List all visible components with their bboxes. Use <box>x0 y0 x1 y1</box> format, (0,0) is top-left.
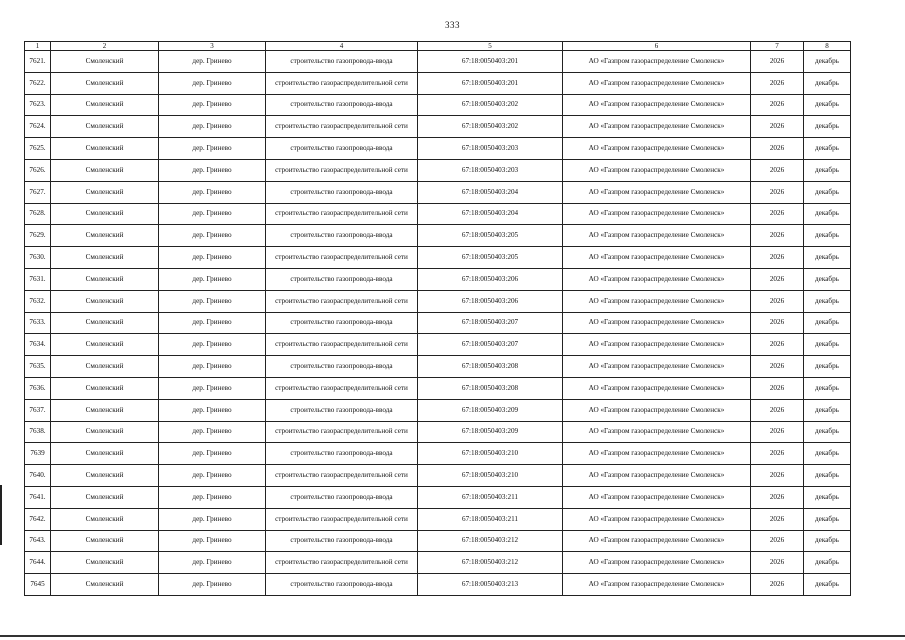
district-cell: Смоленский <box>51 203 159 225</box>
table-row <box>25 486 851 508</box>
table-row <box>25 312 851 334</box>
table-row <box>25 399 851 421</box>
organization-cell: АО «Газпром газораспределение Смоленск» <box>563 268 751 290</box>
column-header-5: 5 <box>418 42 563 51</box>
table-row <box>25 508 851 530</box>
cadastral-number-cell: 67:18:0050403:209 <box>418 421 563 443</box>
work-type-cell: строительство газораспределительной сети <box>266 72 418 94</box>
settlement-cell: дер. Гринево <box>159 421 266 443</box>
organization-cell: АО «Газпром газораспределение Смоленск» <box>563 334 751 356</box>
settlement-cell: дер. Гринево <box>159 94 266 116</box>
page-number: 333 <box>445 20 460 30</box>
cadastral-number-cell: 67:18:0050403:205 <box>418 225 563 247</box>
cadastral-number-cell: 67:18:0050403:212 <box>418 530 563 552</box>
work-type-cell: строительство газораспределительной сети <box>266 290 418 312</box>
month-cell: декабрь <box>804 508 851 530</box>
cadastral-number-cell: 67:18:0050403:210 <box>418 443 563 465</box>
column-header-3: 3 <box>159 42 266 51</box>
row-number-cell: 7632. <box>25 290 51 312</box>
month-cell: декабрь <box>804 377 851 399</box>
work-type-cell: строительство газопровода-ввода <box>266 94 418 116</box>
district-cell: Смоленский <box>51 465 159 487</box>
row-number-cell: 7627. <box>25 181 51 203</box>
settlement-cell: дер. Гринево <box>159 312 266 334</box>
table-row <box>25 421 851 443</box>
settlement-cell: дер. Гринево <box>159 116 266 138</box>
settlement-cell: дер. Гринево <box>159 247 266 269</box>
year-cell: 2026 <box>751 508 804 530</box>
cadastral-number-cell: 67:18:0050403:203 <box>418 138 563 160</box>
month-cell: декабрь <box>804 334 851 356</box>
cadastral-number-cell: 67:18:0050403:202 <box>418 94 563 116</box>
work-type-cell: строительство газораспределительной сети <box>266 334 418 356</box>
settlement-cell: дер. Гринево <box>159 290 266 312</box>
month-cell: декабрь <box>804 225 851 247</box>
month-cell: декабрь <box>804 94 851 116</box>
work-type-cell: строительство газопровода-ввода <box>266 399 418 421</box>
work-type-cell: строительство газопровода-ввода <box>266 138 418 160</box>
settlement-cell: дер. Гринево <box>159 530 266 552</box>
district-cell: Смоленский <box>51 356 159 378</box>
settlement-cell: дер. Гринево <box>159 181 266 203</box>
column-header-1: 1 <box>25 42 51 51</box>
work-type-cell: строительство газораспределительной сети <box>266 421 418 443</box>
organization-cell: АО «Газпром газораспределение Смоленск» <box>563 552 751 574</box>
cadastral-number-cell: 67:18:0050403:208 <box>418 377 563 399</box>
table-row <box>25 181 851 203</box>
work-type-cell: строительство газопровода-ввода <box>266 181 418 203</box>
district-cell: Смоленский <box>51 290 159 312</box>
organization-cell: АО «Газпром газораспределение Смоленск» <box>563 116 751 138</box>
table-row <box>25 465 851 487</box>
year-cell: 2026 <box>751 486 804 508</box>
cadastral-number-cell: 67:18:0050403:206 <box>418 268 563 290</box>
settlement-cell: дер. Гринево <box>159 399 266 421</box>
district-cell: Смоленский <box>51 116 159 138</box>
cadastral-number-cell: 67:18:0050403:212 <box>418 552 563 574</box>
settlement-cell: дер. Гринево <box>159 159 266 181</box>
organization-cell: АО «Газпром газораспределение Смоленск» <box>563 138 751 160</box>
month-cell: декабрь <box>804 268 851 290</box>
column-header-2: 2 <box>51 42 159 51</box>
district-cell: Смоленский <box>51 94 159 116</box>
table-row <box>25 72 851 94</box>
settlement-cell: дер. Гринево <box>159 268 266 290</box>
cadastral-number-cell: 67:18:0050403:213 <box>418 574 563 596</box>
settlement-cell: дер. Гринево <box>159 508 266 530</box>
organization-cell: АО «Газпром газораспределение Смоленск» <box>563 51 751 73</box>
organization-cell: АО «Газпром газораспределение Смоленск» <box>563 356 751 378</box>
district-cell: Смоленский <box>51 552 159 574</box>
district-cell: Смоленский <box>51 138 159 160</box>
table-body <box>25 51 851 596</box>
month-cell: декабрь <box>804 421 851 443</box>
cadastral-number-cell: 67:18:0050403:211 <box>418 486 563 508</box>
year-cell: 2026 <box>751 51 804 73</box>
year-cell: 2026 <box>751 399 804 421</box>
year-cell: 2026 <box>751 203 804 225</box>
organization-cell: АО «Газпром газораспределение Смоленск» <box>563 486 751 508</box>
row-number-cell: 7645 <box>25 574 51 596</box>
district-cell: Смоленский <box>51 486 159 508</box>
organization-cell: АО «Газпром газораспределение Смоленск» <box>563 465 751 487</box>
schedule-table <box>24 41 851 596</box>
work-type-cell: строительство газопровода-ввода <box>266 486 418 508</box>
cadastral-number-cell: 67:18:0050403:207 <box>418 334 563 356</box>
cadastral-number-cell: 67:18:0050403:203 <box>418 159 563 181</box>
district-cell: Смоленский <box>51 159 159 181</box>
organization-cell: АО «Газпром газораспределение Смоленск» <box>563 159 751 181</box>
work-type-cell: строительство газопровода-ввода <box>266 530 418 552</box>
work-type-cell: строительство газопровода-ввода <box>266 225 418 247</box>
row-number-cell: 7640. <box>25 465 51 487</box>
district-cell: Смоленский <box>51 377 159 399</box>
year-cell: 2026 <box>751 116 804 138</box>
row-number-cell: 7643. <box>25 530 51 552</box>
cadastral-number-cell: 67:18:0050403:201 <box>418 51 563 73</box>
organization-cell: АО «Газпром газораспределение Смоленск» <box>563 530 751 552</box>
year-cell: 2026 <box>751 443 804 465</box>
district-cell: Смоленский <box>51 225 159 247</box>
organization-cell: АО «Газпром газораспределение Смоленск» <box>563 181 751 203</box>
year-cell: 2026 <box>751 138 804 160</box>
row-number-cell: 7633. <box>25 312 51 334</box>
table-row <box>25 443 851 465</box>
work-type-cell: строительство газопровода-ввода <box>266 312 418 334</box>
cadastral-number-cell: 67:18:0050403:205 <box>418 247 563 269</box>
cadastral-number-cell: 67:18:0050403:202 <box>418 116 563 138</box>
district-cell: Смоленский <box>51 72 159 94</box>
district-cell: Смоленский <box>51 421 159 443</box>
work-type-cell: строительство газораспределительной сети <box>266 552 418 574</box>
district-cell: Смоленский <box>51 508 159 530</box>
organization-cell: АО «Газпром газораспределение Смоленск» <box>563 290 751 312</box>
work-type-cell: строительство газопровода-ввода <box>266 268 418 290</box>
month-cell: декабрь <box>804 399 851 421</box>
month-cell: декабрь <box>804 138 851 160</box>
organization-cell: АО «Газпром газораспределение Смоленск» <box>563 574 751 596</box>
district-cell: Смоленский <box>51 399 159 421</box>
year-cell: 2026 <box>751 552 804 574</box>
table-row <box>25 290 851 312</box>
cadastral-number-cell: 67:18:0050403:206 <box>418 290 563 312</box>
table-row <box>25 225 851 247</box>
header-row <box>25 42 851 51</box>
row-number-cell: 7634. <box>25 334 51 356</box>
year-cell: 2026 <box>751 530 804 552</box>
table-row <box>25 552 851 574</box>
row-number-cell: 7628. <box>25 203 51 225</box>
column-header-8: 8 <box>804 42 851 51</box>
row-number-cell: 7636. <box>25 377 51 399</box>
settlement-cell: дер. Гринево <box>159 225 266 247</box>
month-cell: декабрь <box>804 116 851 138</box>
district-cell: Смоленский <box>51 181 159 203</box>
row-number-cell: 7630. <box>25 247 51 269</box>
work-type-cell: строительство газораспределительной сети <box>266 116 418 138</box>
row-number-cell: 7631. <box>25 268 51 290</box>
settlement-cell: дер. Гринево <box>159 356 266 378</box>
table-row <box>25 574 851 596</box>
month-cell: декабрь <box>804 443 851 465</box>
district-cell: Смоленский <box>51 530 159 552</box>
month-cell: декабрь <box>804 181 851 203</box>
organization-cell: АО «Газпром газораспределение Смоленск» <box>563 312 751 334</box>
settlement-cell: дер. Гринево <box>159 377 266 399</box>
district-cell: Смоленский <box>51 312 159 334</box>
row-number-cell: 7639 <box>25 443 51 465</box>
table-row <box>25 530 851 552</box>
settlement-cell: дер. Гринево <box>159 443 266 465</box>
work-type-cell: строительство газораспределительной сети <box>266 377 418 399</box>
row-number-cell: 7642. <box>25 508 51 530</box>
work-type-cell: строительство газопровода-ввода <box>266 443 418 465</box>
work-type-cell: строительство газораспределительной сети <box>266 247 418 269</box>
settlement-cell: дер. Гринево <box>159 574 266 596</box>
district-cell: Смоленский <box>51 247 159 269</box>
settlement-cell: дер. Гринево <box>159 72 266 94</box>
table-row <box>25 116 851 138</box>
cadastral-number-cell: 67:18:0050403:208 <box>418 356 563 378</box>
work-type-cell: строительство газораспределительной сети <box>266 508 418 530</box>
year-cell: 2026 <box>751 181 804 203</box>
settlement-cell: дер. Гринево <box>159 51 266 73</box>
month-cell: декабрь <box>804 203 851 225</box>
row-number-cell: 7621. <box>25 51 51 73</box>
work-type-cell: строительство газопровода-ввода <box>266 574 418 596</box>
row-number-cell: 7644. <box>25 552 51 574</box>
work-type-cell: строительство газораспределительной сети <box>266 159 418 181</box>
work-type-cell: строительство газопровода-ввода <box>266 51 418 73</box>
settlement-cell: дер. Гринево <box>159 138 266 160</box>
year-cell: 2026 <box>751 312 804 334</box>
organization-cell: АО «Газпром газораспределение Смоленск» <box>563 203 751 225</box>
bottom-rule <box>0 635 905 637</box>
organization-cell: АО «Газпром газораспределение Смоленск» <box>563 508 751 530</box>
row-number-cell: 7623. <box>25 94 51 116</box>
district-cell: Смоленский <box>51 51 159 73</box>
month-cell: декабрь <box>804 159 851 181</box>
year-cell: 2026 <box>751 574 804 596</box>
organization-cell: АО «Газпром газораспределение Смоленск» <box>563 247 751 269</box>
month-cell: декабрь <box>804 51 851 73</box>
row-number-cell: 7638. <box>25 421 51 443</box>
year-cell: 2026 <box>751 225 804 247</box>
year-cell: 2026 <box>751 247 804 269</box>
table-row <box>25 334 851 356</box>
row-number-cell: 7635. <box>25 356 51 378</box>
row-number-cell: 7629. <box>25 225 51 247</box>
year-cell: 2026 <box>751 268 804 290</box>
organization-cell: АО «Газпром газораспределение Смоленск» <box>563 94 751 116</box>
table-row <box>25 203 851 225</box>
row-number-cell: 7622. <box>25 72 51 94</box>
month-cell: декабрь <box>804 574 851 596</box>
settlement-cell: дер. Гринево <box>159 334 266 356</box>
district-cell: Смоленский <box>51 334 159 356</box>
month-cell: декабрь <box>804 72 851 94</box>
month-cell: декабрь <box>804 312 851 334</box>
settlement-cell: дер. Гринево <box>159 552 266 574</box>
column-header-7: 7 <box>751 42 804 51</box>
year-cell: 2026 <box>751 356 804 378</box>
month-cell: декабрь <box>804 247 851 269</box>
district-cell: Смоленский <box>51 574 159 596</box>
cadastral-number-cell: 67:18:0050403:209 <box>418 399 563 421</box>
organization-cell: АО «Газпром газораспределение Смоленск» <box>563 72 751 94</box>
district-cell: Смоленский <box>51 443 159 465</box>
cadastral-number-cell: 67:18:0050403:211 <box>418 508 563 530</box>
row-number-cell: 7624. <box>25 116 51 138</box>
work-type-cell: строительство газораспределительной сети <box>266 465 418 487</box>
year-cell: 2026 <box>751 72 804 94</box>
table-row <box>25 268 851 290</box>
month-cell: декабрь <box>804 356 851 378</box>
district-cell: Смоленский <box>51 268 159 290</box>
year-cell: 2026 <box>751 290 804 312</box>
settlement-cell: дер. Гринево <box>159 203 266 225</box>
row-number-cell: 7625. <box>25 138 51 160</box>
organization-cell: АО «Газпром газораспределение Смоленск» <box>563 421 751 443</box>
table-row <box>25 94 851 116</box>
table-row <box>25 138 851 160</box>
month-cell: декабрь <box>804 530 851 552</box>
row-number-cell: 7626. <box>25 159 51 181</box>
year-cell: 2026 <box>751 159 804 181</box>
year-cell: 2026 <box>751 421 804 443</box>
row-number-cell: 7641. <box>25 486 51 508</box>
organization-cell: АО «Газпром газораспределение Смоленск» <box>563 399 751 421</box>
table-row <box>25 356 851 378</box>
cadastral-number-cell: 67:18:0050403:210 <box>418 465 563 487</box>
organization-cell: АО «Газпром газораспределение Смоленск» <box>563 377 751 399</box>
month-cell: декабрь <box>804 465 851 487</box>
scan-edge-mark <box>0 485 2 545</box>
table-row <box>25 159 851 181</box>
organization-cell: АО «Газпром газораспределение Смоленск» <box>563 443 751 465</box>
month-cell: декабрь <box>804 486 851 508</box>
year-cell: 2026 <box>751 334 804 356</box>
month-cell: декабрь <box>804 290 851 312</box>
column-header-4: 4 <box>266 42 418 51</box>
year-cell: 2026 <box>751 465 804 487</box>
work-type-cell: строительство газораспределительной сети <box>266 203 418 225</box>
organization-cell: АО «Газпром газораспределение Смоленск» <box>563 225 751 247</box>
cadastral-number-cell: 67:18:0050403:207 <box>418 312 563 334</box>
year-cell: 2026 <box>751 94 804 116</box>
month-cell: декабрь <box>804 552 851 574</box>
table-row <box>25 51 851 73</box>
cadastral-number-cell: 67:18:0050403:204 <box>418 203 563 225</box>
column-header-6: 6 <box>563 42 751 51</box>
settlement-cell: дер. Гринево <box>159 465 266 487</box>
work-type-cell: строительство газопровода-ввода <box>266 356 418 378</box>
cadastral-number-cell: 67:18:0050403:201 <box>418 72 563 94</box>
settlement-cell: дер. Гринево <box>159 486 266 508</box>
row-number-cell: 7637. <box>25 399 51 421</box>
cadastral-number-cell: 67:18:0050403:204 <box>418 181 563 203</box>
table-row <box>25 247 851 269</box>
table-row <box>25 377 851 399</box>
year-cell: 2026 <box>751 377 804 399</box>
